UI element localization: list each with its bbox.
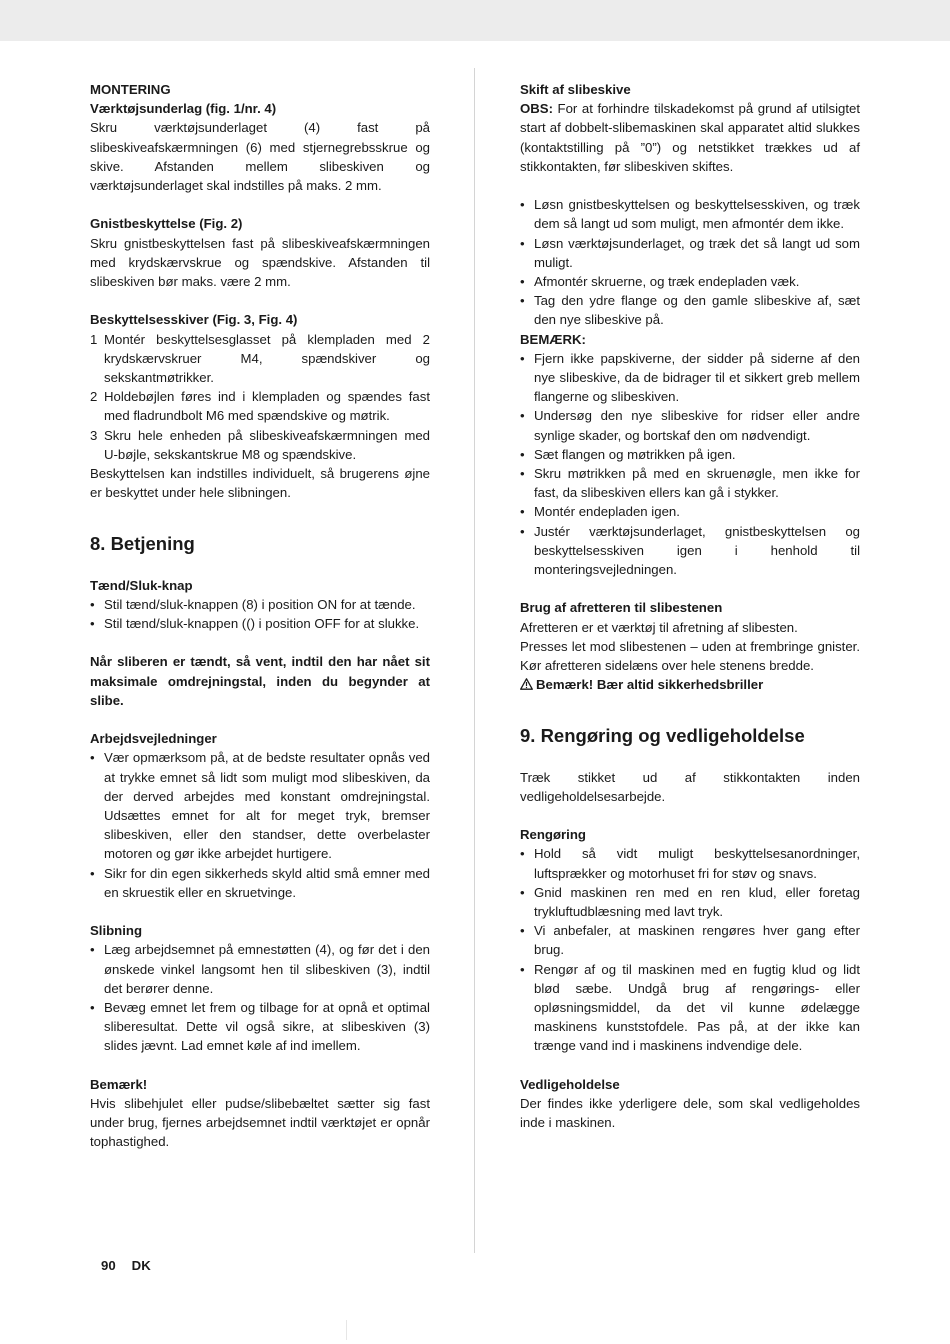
column-divider [474,68,475,1253]
afretter-heading: Brug af afretteren til slibestenen [520,600,723,616]
arbejdsvejledninger-heading: Arbejdsvejledninger [90,731,217,747]
slibning-heading: Slibning [90,923,143,939]
list-item: • Sæt flangen og møtrikken på igen. [520,445,860,464]
list-item: • Løsn gnistbeskyttelsen og beskyttelsesskiven, og træk dem så langt ud som muligt, men afmontér dem ikke. [520,195,860,233]
gnistbeskyttelse-heading: Gnistbeskyttelse (Fig. 2) [90,216,243,232]
list-item: • Tag den ydre flange og den gamle slibeskive af, sæt den nye slibeskive på. [520,291,860,329]
list-item: • Skru møtrikken på med en skruenøgle, men ikke for fast, da slibeskiven ellers kan gå i stykker. [520,464,860,502]
list-item: • Vi anbefaler, at maskinen rengøres hver gang efter brug. [520,921,860,959]
rengoering-intro: Træk stikket ud af stikkontakten inden vedligeholdelsesarbejde. [520,769,860,804]
bemaerk-list [520,349,860,579]
numbered-item: 2 Holdebøjlen føres ind i klempladen og spændes fast med fladrundbolt M6 med spændskive og møtrik. [90,389,430,424]
beskyttelsesskiver-heading: Beskyttelsesskiver (Fig. 3, Fig. 4) [90,312,298,328]
list-item: • Montér endepladen igen. [520,502,860,521]
betjening-title: 8. Betjening [90,533,195,555]
list-item: • Hold så vidt muligt beskyttelsesanordninger, luftsprækker og motorhuset fri for støv og snavs. [520,844,860,882]
top-bar [0,0,950,41]
bemaerk-text: Hvis slibehjulet eller pudse/slibebæltet sætter sig fast under brug, fjernes arbejdsemnet indtil værktøjet er opnår tophastighed. [90,1096,430,1150]
list-item: • Gnid maskinen ren med en ren klud, eller foretag trykluftudblæsning med lavt tryk. [520,883,860,921]
list-item: • Vær opmærksom på, at de bedste resultater opnås ved at trykke emnet så lidt som muligt mod slibeskiven, da der derved arbejdes med konstant omdrejningstal. Udsættes emnet for alt for meget tryk, bremser slibeskiven, eller den standser, dette overbelaster motoren og gør ikke arbejdet hurtigere. [90,748,430,863]
list-item: • Læg arbejdsemnet på emnestøtten (4), og før det i den ønskede vinkel langsomt hen til slibeskiven (3), indtil det berører denne. [90,940,430,998]
taend-sluk-heading: Tænd/Sluk-knap [90,577,193,593]
bold-note: Når sliberen er tændt, så vent, indtil den har nået sit maksimale omdrejningstal, inden du begynder at slibe. [90,654,430,708]
list-item: • Fjern ikke papskiverne, der sidder på siderne af den nye slibeskive, da de bidrager til et sikkert greb mellem flangerne og slibeskiven. [520,349,860,407]
vaerktoejsunderlag-text: Skru værktøjsunderlaget (4) fast på slibeskiveafskærmningen (6) med stjernegrebsskrue og skive. Afstanden mellem slibeskiven og værktøjsunderlaget skal indstilles på maks. 2 mm. [90,120,430,194]
numbered-item: 1 Montér beskyttelsesglasset på klempladen med 2 krydskærvskruer M4, spændskiver og sekskantmøtrikker. [90,331,430,386]
afretter-text-1: Afretteren er et værktøj til afretning af slibesten. [520,619,798,635]
list-item: • Sikr for din egen sikkerheds skyld altid små emner med en skruestik eller en skruetvinge. [90,864,430,902]
obs-paragraph [520,99,860,176]
list-item: • Rengør af og til maskinen med en fugtig klud og lidt blød sæbe. Undgå brug af rengørings- eller opløsningsmiddel, da det vil kunne ødelægge maskinens kunststofdele. Pas på, at der ikke kan trænge vand ind i maskinens indvendige dele. [520,960,860,1056]
language-code: DK [131,1258,151,1273]
taend-sluk-list [90,595,430,633]
list-item: • Stil tænd/sluk-knappen (() i position OFF for at slukke. [90,614,430,633]
right-column [520,80,860,1132]
afretter-text-2: Presses let mod slibestenen – uden at frembringe gnister. Kør afretteren sidelæns over hele stenens bredde. [520,638,860,674]
page-footer [101,1256,167,1275]
left-column [90,80,430,1152]
vaerktoejsunderlag-heading: Værktøjsunderlag (fig. 1/nr. 4) [90,101,277,117]
list-item: • Bevæg emnet let frem og tilbage for at opnå et optimal sliberesultat. Dette vil også sikre, at slibeskiven (3) slides jævnt. Lad emnet køle af ind imellem. [90,998,430,1056]
list-item: • Afmontér skruerne, og træk endepladen væk. [520,272,860,291]
rengoering-heading: Rengøring [520,827,586,843]
numbered-item: 3 Skru hele enheden på slibeskiveafskærmningen med U-bøjle, sekskantskrue M8 og spændskive. [90,427,430,462]
bottom-mark [346,1320,347,1340]
obs-text: For at forhindre tilskadekomst på grund af utilsigtet start af dobbelt-slibemaskinen skal apparatet altid slukkes (kontaktstilling på ”0”) og netstikket trækkes ud af stikkontakten, før slibeskiven skiftes. [520,101,860,174]
bemaerk-caps-heading: BEMÆRK: [520,331,586,347]
list-item: • Stil tænd/sluk-knappen (8) i position ON for at tænde. [90,595,430,614]
rengoering-title: 9. Rengøring og vedligeholdelse [520,725,805,747]
skift-slibeskive-heading: Skift af slibeskive [520,82,631,97]
vedligeholdelse-heading: Vedligeholdelse [520,1076,620,1092]
warning-triangle-icon [520,675,533,694]
bemaerk-heading: Bemærk! [90,1076,148,1092]
obs-label: OBS: [520,101,553,117]
slibning-list [90,940,430,1055]
rengoering-list [520,844,860,1055]
page-number: 90 [101,1258,116,1273]
vedligeholdelse-text: Der findes ikke yderligere dele, som skal vedligeholdes inde i maskinen. [520,1096,860,1131]
beskyttelsesskiver-list [90,330,430,464]
montering-title: MONTERING [90,82,171,97]
list-item: • Løsn værktøjsunderlaget, og træk det så langt ud som muligt. [520,234,860,272]
gnistbeskyttelse-text: Skru gnistbeskyttelsen fast på slibeskiveafskærmningen med krydskærvskrue og spændskive. Afstanden til slibeskiven bør maks. være 2 mm. [90,235,430,290]
skift-slibeskive-list [520,195,860,329]
list-item: • Justér værktøjsunderlaget, gnistbeskyttelsen og beskyttelsesskiven igen i henhold til monteringsvejledningen. [520,522,860,580]
arbejdsvejledninger-list [90,748,430,902]
beskyttelsesskiver-text: Beskyttelsen kan indstilles individuelt, så brugerens øjne er beskyttet under hele slibningen. [90,466,430,501]
list-item: • Undersøg den nye slibeskive for ridser eller andre synlige skader, og bortskaf den om nødvendigt. [520,406,860,444]
afretter-warning: Bemærk! Bær altid sikkerhedsbriller [520,675,860,694]
